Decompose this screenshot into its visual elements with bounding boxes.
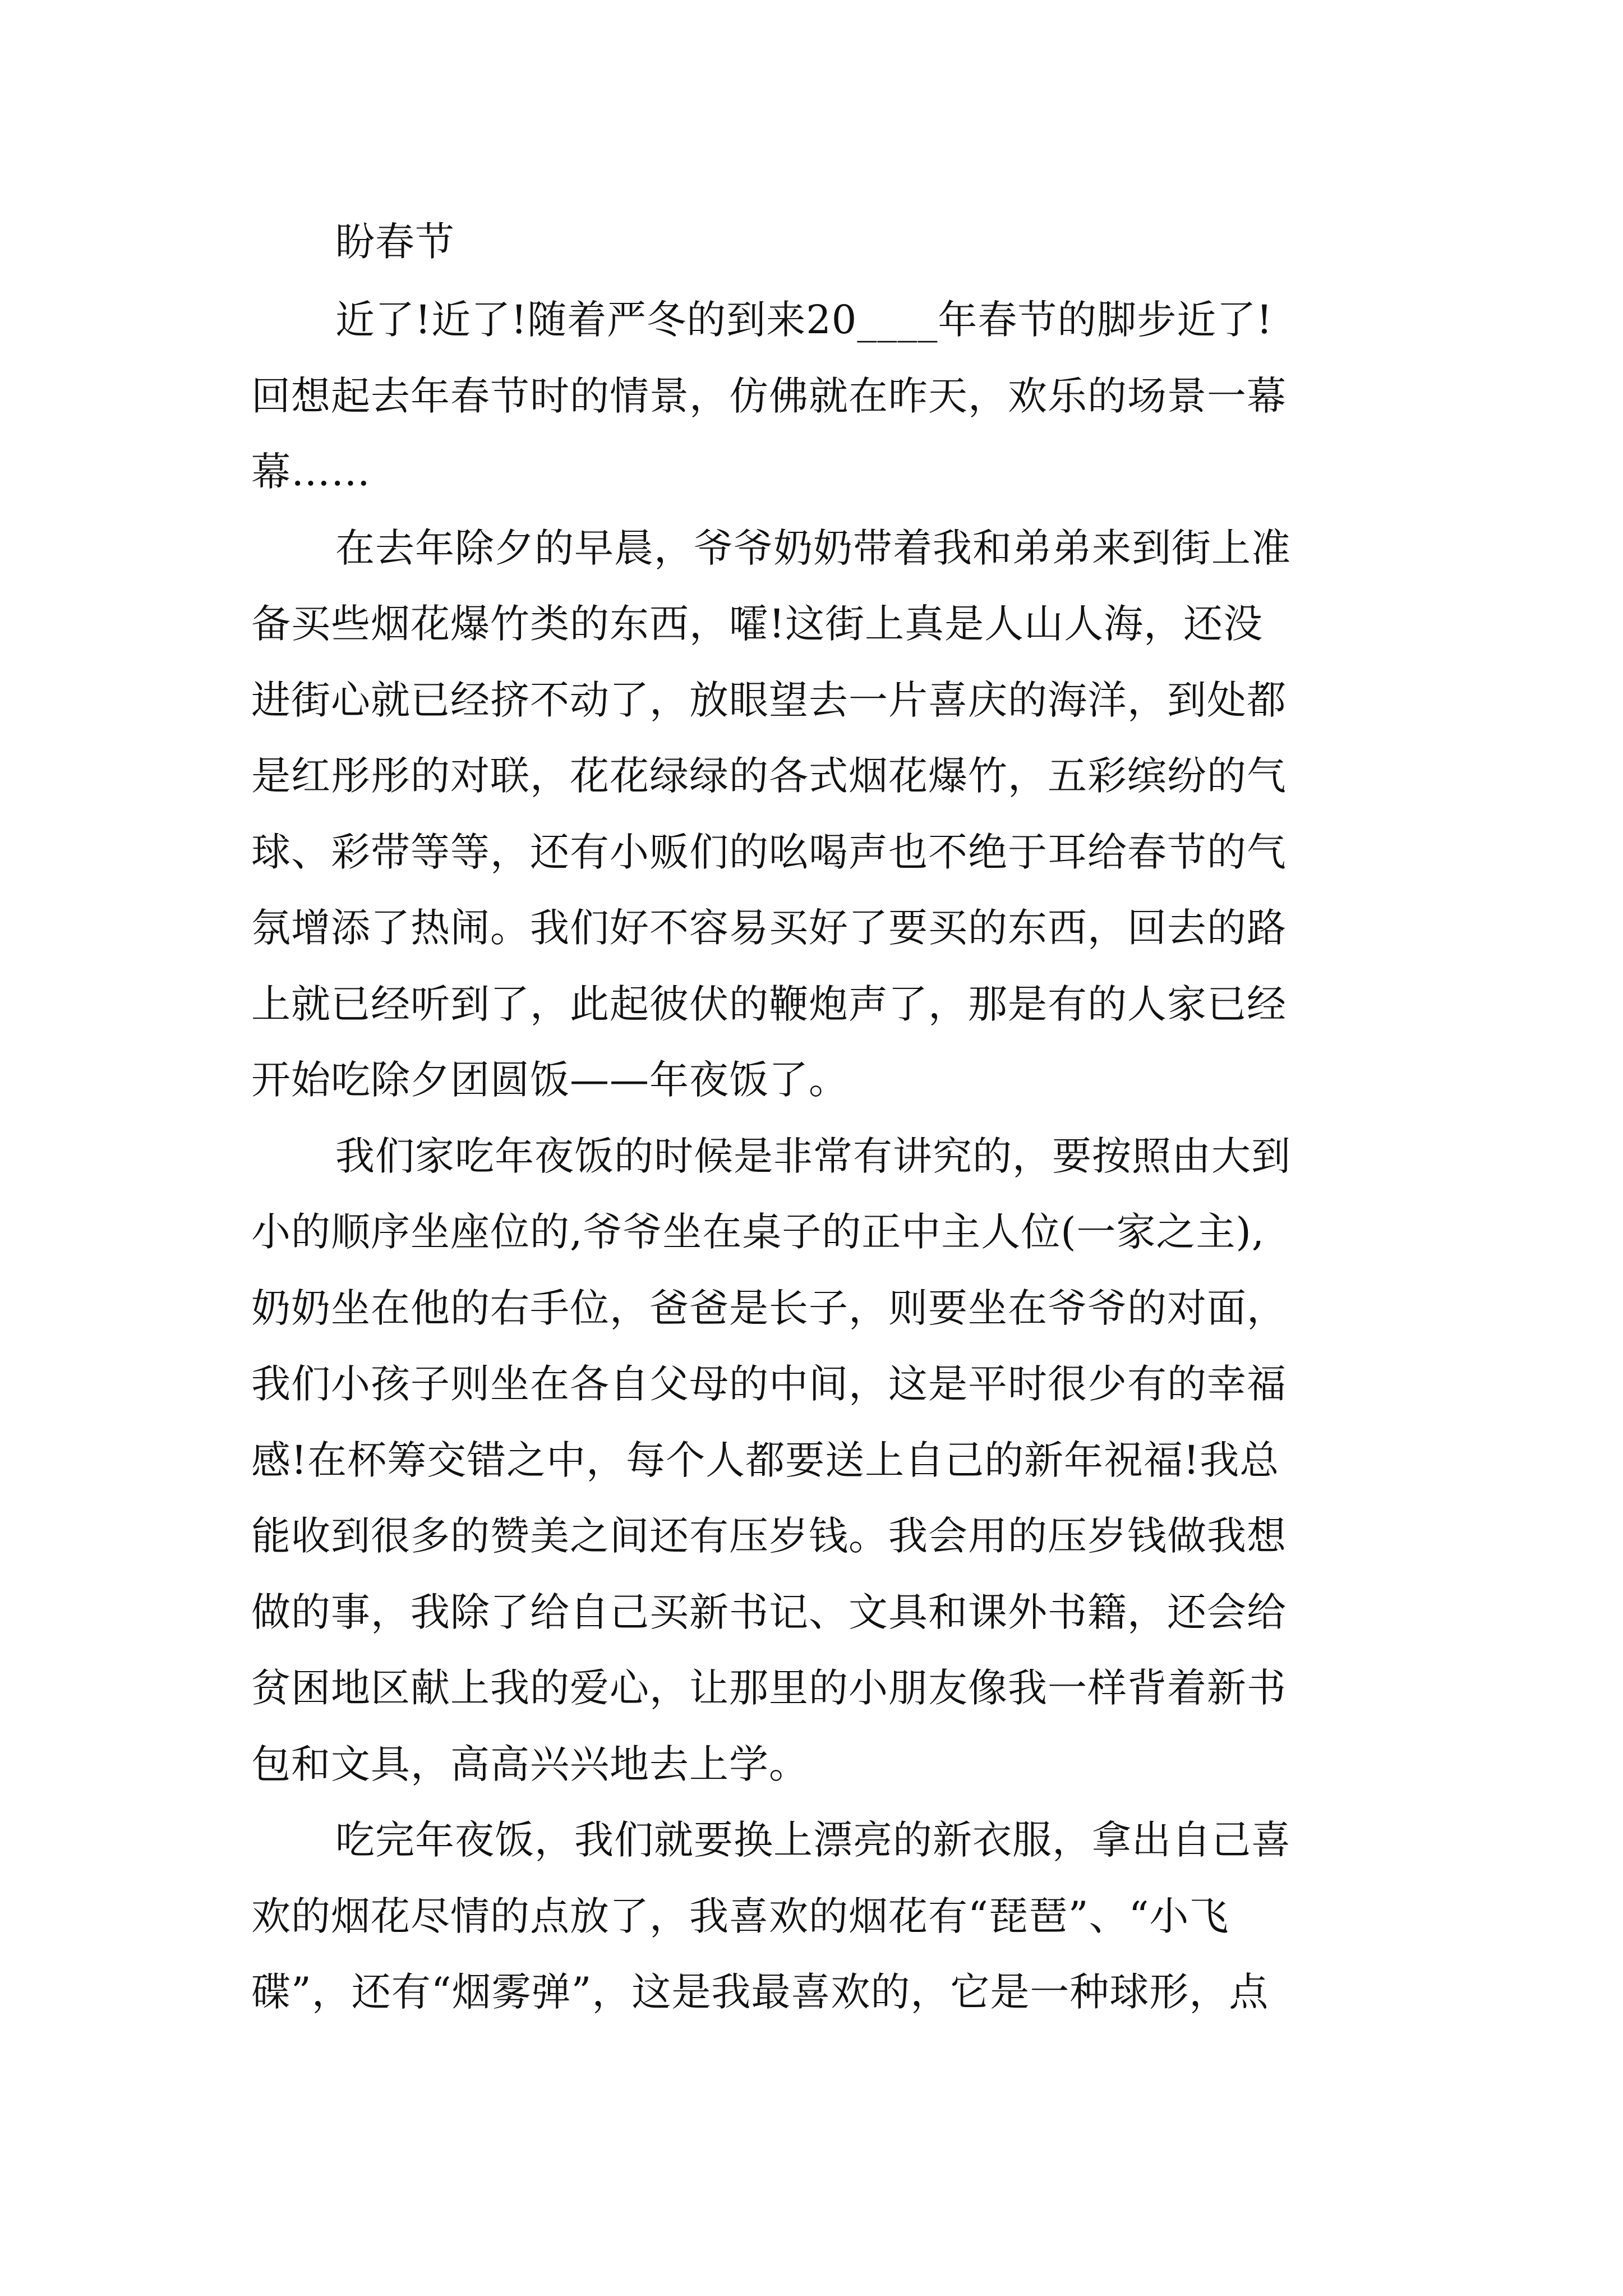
text-line: 奶奶坐在他的右手位，爸爸是长子，则要坐在爷爷的对面， xyxy=(251,1285,1287,1331)
text-line: 我们家吃年夜饭的时候是非常有讲究的，要按照由大到 xyxy=(335,1133,1291,1179)
text-line: 球、彩带等等，还有小贩们的吆喝声也不绝于耳给春节的气 xyxy=(251,829,1287,875)
text-line: 是红彤彤的对联，花花绿绿的各式烟花爆竹，五彩缤纷的气 xyxy=(251,753,1287,799)
text-line: 欢的烟花尽情的点放了，我喜欢的烟花有“琵琶”、“小飞 xyxy=(251,1893,1229,1939)
text-line: 进街心就已经挤不动了，放眼望去一片喜庆的海洋，到处都 xyxy=(251,677,1287,723)
text-line: 小的顺序坐座位的,爷爷坐在桌子的正中主人位(一家之主), xyxy=(251,1209,1265,1255)
text-line: 近了!近了!随着严冬的到来20____年春节的脚步近了! xyxy=(335,297,1273,343)
text-line: 我们小孩子则坐在各自父母的中间，这是平时很少有的幸福 xyxy=(251,1361,1287,1407)
text-line: 贫困地区献上我的爱心，让那里的小朋友像我一样背着新书 xyxy=(251,1665,1287,1711)
document-title: 盼春节 xyxy=(335,219,455,265)
text-line: 做的事，我除了给自己买新书记、文具和课外书籍，还会给 xyxy=(251,1589,1287,1635)
text-line: 碟”，还有“烟雾弹”，这是我最喜欢的，它是一种球形，点 xyxy=(251,1969,1269,2015)
text-line: 吃完年夜饭，我们就要换上漂亮的新衣服，拿出自己喜 xyxy=(335,1817,1291,1863)
text-line: 氛增添了热闹。我们好不容易买好了要买的东西，回去的路 xyxy=(251,905,1287,951)
text-line: 回想起去年春节时的情景，仿佛就在昨天，欢乐的场景一幕 xyxy=(251,373,1287,419)
text-line: 上就已经听到了，此起彼伏的鞭炮声了，那是有的人家已经 xyxy=(251,981,1287,1027)
text-line: 在去年除夕的早晨，爷爷奶奶带着我和弟弟来到街上准 xyxy=(335,525,1291,571)
text-line: 开始吃除夕团圆饭——年夜饭了。 xyxy=(251,1057,849,1103)
text-line: 包和文具，高高兴兴地去上学。 xyxy=(251,1741,809,1787)
text-line: 能收到很多的赞美之间还有压岁钱。我会用的压岁钱做我想 xyxy=(251,1513,1287,1559)
text-line: 幕…… xyxy=(251,449,371,495)
text-line: 备买些烟花爆竹类的东西，嚯!这街上真是人山人海，还没 xyxy=(251,601,1264,647)
text-line: 感!在杯筹交错之中，每个人都要送上自己的新年祝福!我总 xyxy=(251,1437,1280,1483)
